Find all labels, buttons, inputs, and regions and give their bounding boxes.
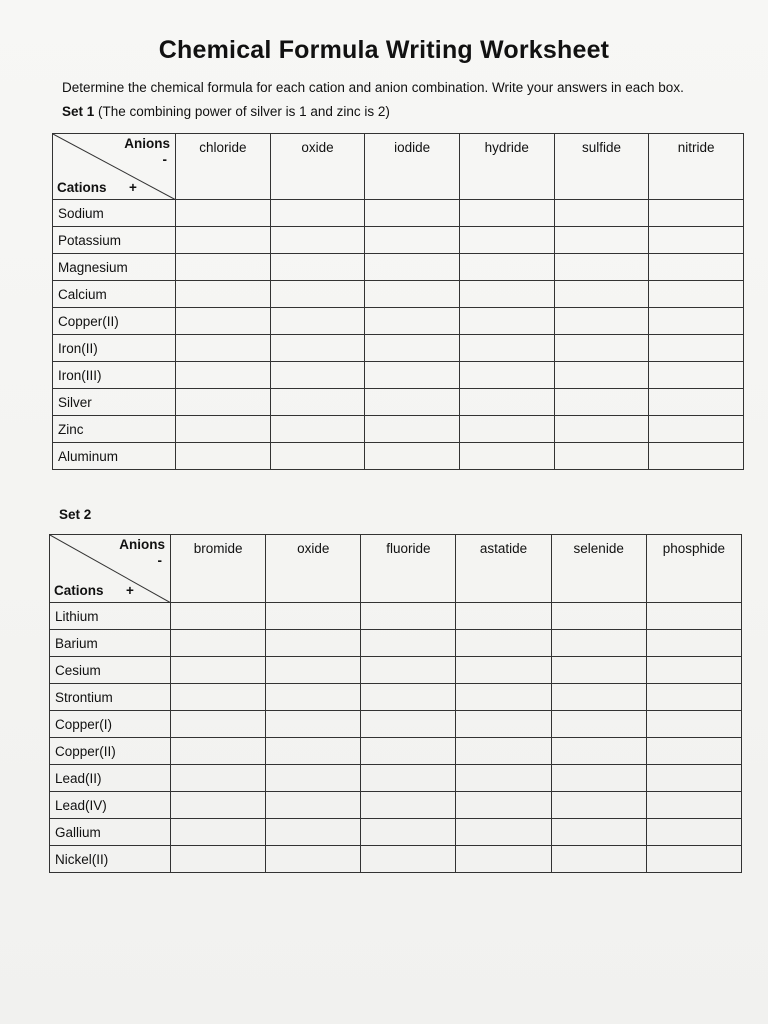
answer-box[interactable] [266,711,361,738]
set1-table [52,133,744,470]
anion-header-oxide: oxide [266,535,361,603]
answer-box[interactable] [266,630,361,657]
answer-box[interactable] [266,846,361,873]
cation-label: Cesium [50,657,171,684]
answer-box[interactable] [365,335,460,362]
answer-box[interactable] [171,819,266,846]
cation-label: Iron(II) [53,335,176,362]
cation-label: Potassium [53,227,176,254]
answer-box[interactable] [554,362,649,389]
answer-box[interactable] [171,603,266,630]
anions-label: Anions [124,136,170,151]
answer-box[interactable] [176,254,271,281]
answer-box[interactable] [646,819,741,846]
table-row [50,711,742,738]
answer-box[interactable] [649,281,744,308]
answer-box[interactable] [646,765,741,792]
answer-box[interactable] [266,603,361,630]
answer-box[interactable] [649,416,744,443]
cation-label: Strontium [50,684,171,711]
answer-box[interactable] [171,711,266,738]
anion-header-selenide: selenide [551,535,646,603]
cation-label: Lead(II) [50,765,171,792]
answer-box[interactable] [646,630,741,657]
answer-box[interactable] [459,200,554,227]
set1-header-row [53,134,744,200]
answer-box[interactable] [456,711,551,738]
answer-box[interactable] [270,308,365,335]
answer-box[interactable] [456,738,551,765]
anion-header-astatide: astatide [456,535,551,603]
anion-header-phosphide: phosphide [646,535,741,603]
answer-box[interactable] [171,738,266,765]
answer-box[interactable] [171,846,266,873]
answer-box[interactable] [270,416,365,443]
answer-box[interactable] [365,308,460,335]
table-row [53,416,744,443]
answer-box[interactable] [266,657,361,684]
answer-box[interactable] [649,443,744,470]
cation-label: Silver [53,389,176,416]
answer-box[interactable] [551,846,646,873]
table-row [50,792,742,819]
table-row [53,335,744,362]
plus-sign: + [129,180,137,195]
answer-box[interactable] [459,227,554,254]
plus-sign: + [126,583,134,598]
answer-box[interactable] [361,738,456,765]
answer-box[interactable] [646,738,741,765]
table-row [50,738,742,765]
anion-header-iodide: iodide [365,134,460,200]
answer-box[interactable] [459,416,554,443]
set1-label-note: (The combining power of silver is 1 and zinc is 2) [94,104,390,119]
answer-box[interactable] [266,819,361,846]
answer-box[interactable] [270,200,365,227]
table-row [50,846,742,873]
set1-corner-cell [53,134,176,200]
table-row [53,227,744,254]
answer-box[interactable] [459,281,554,308]
answer-box[interactable] [554,227,649,254]
answer-box[interactable] [176,227,271,254]
answer-box[interactable] [361,765,456,792]
answer-box[interactable] [456,630,551,657]
anion-header-sulfide: sulfide [554,134,649,200]
answer-box[interactable] [551,603,646,630]
table-row [53,200,744,227]
anions-label: Anions [119,537,165,552]
answer-box[interactable] [649,227,744,254]
answer-box[interactable] [551,819,646,846]
answer-box[interactable] [551,657,646,684]
cation-label: Zinc [53,416,176,443]
answer-box[interactable] [270,281,365,308]
answer-box[interactable] [270,227,365,254]
answer-box[interactable] [551,765,646,792]
answer-box[interactable] [646,684,741,711]
answer-box[interactable] [646,603,741,630]
answer-box[interactable] [365,389,460,416]
answer-box[interactable] [365,281,460,308]
answer-box[interactable] [361,792,456,819]
anion-header-chloride: chloride [176,134,271,200]
page-title: Chemical Formula Writing Worksheet [158,36,610,64]
answer-box[interactable] [361,846,456,873]
answer-box[interactable] [649,254,744,281]
cation-label: Copper(II) [53,308,176,335]
answer-box[interactable] [649,389,744,416]
answer-box[interactable] [646,711,741,738]
set2-label [59,507,91,522]
answer-box[interactable] [456,846,551,873]
answer-box[interactable] [646,846,741,873]
answer-box[interactable] [646,657,741,684]
answer-box[interactable] [176,389,271,416]
answer-box[interactable] [456,765,551,792]
set1-label [62,104,390,119]
answer-box[interactable] [459,254,554,281]
instructions: Determine the chemical formula for each cation and anion combination. Write your answers in each box. [62,80,684,95]
table-row [53,389,744,416]
answer-box[interactable] [365,416,460,443]
cation-label: Gallium [50,819,171,846]
anion-header-oxide: oxide [270,134,365,200]
answer-box[interactable] [266,765,361,792]
answer-box[interactable] [456,603,551,630]
answer-box[interactable] [551,630,646,657]
cation-label: Nickel(II) [50,846,171,873]
cation-label: Calcium [53,281,176,308]
answer-box[interactable] [649,200,744,227]
answer-box[interactable] [361,684,456,711]
cation-label: Copper(I) [50,711,171,738]
answer-box[interactable] [551,738,646,765]
anion-header-nitride: nitride [649,134,744,200]
anion-header-hydride: hydride [459,134,554,200]
answer-box[interactable] [551,711,646,738]
table-row [53,254,744,281]
table-row [50,765,742,792]
answer-box[interactable] [171,630,266,657]
answer-box[interactable] [459,389,554,416]
answer-box[interactable] [270,389,365,416]
cation-label: Copper(II) [50,738,171,765]
cation-label: Magnesium [53,254,176,281]
answer-box[interactable] [551,792,646,819]
answer-box[interactable] [270,443,365,470]
answer-box[interactable] [456,792,551,819]
table-row [50,819,742,846]
answer-box[interactable] [554,443,649,470]
set1-label-bold: Set 1 [62,104,95,119]
answer-box[interactable] [554,389,649,416]
set2-table [49,534,742,873]
table-row [53,281,744,308]
answer-box[interactable] [176,362,271,389]
answer-box[interactable] [176,335,271,362]
answer-box[interactable] [646,792,741,819]
answer-box[interactable] [459,443,554,470]
answer-box[interactable] [266,684,361,711]
answer-box[interactable] [456,684,551,711]
table-row [53,362,744,389]
answer-box[interactable] [266,738,361,765]
table-row [53,308,744,335]
cations-label: Cations [54,583,104,598]
answer-box[interactable] [270,335,365,362]
cations-label: Cations [57,180,107,195]
answer-box[interactable] [361,630,456,657]
answer-box[interactable] [171,657,266,684]
answer-box[interactable] [270,254,365,281]
table-row [50,603,742,630]
answer-box[interactable] [554,200,649,227]
cation-label: Lithium [50,603,171,630]
anion-header-fluoride: fluoride [361,535,456,603]
minus-sign: - [162,152,167,167]
cation-label: Sodium [53,200,176,227]
answer-box[interactable] [649,362,744,389]
answer-box[interactable] [551,684,646,711]
answer-box[interactable] [459,308,554,335]
answer-box[interactable] [270,362,365,389]
answer-box[interactable] [554,416,649,443]
answer-box[interactable] [176,416,271,443]
answer-box[interactable] [176,281,271,308]
answer-box[interactable] [361,819,456,846]
set2-label-bold: Set 2 [59,507,92,522]
table-row [50,684,742,711]
answer-box[interactable] [649,308,744,335]
set2-header-row [50,535,742,603]
answer-box[interactable] [361,711,456,738]
answer-box[interactable] [554,254,649,281]
answer-box[interactable] [171,765,266,792]
answer-box[interactable] [171,684,266,711]
set2-corner-cell [50,535,171,603]
answer-box[interactable] [365,362,460,389]
answer-box[interactable] [365,443,460,470]
answer-box[interactable] [365,227,460,254]
cation-label: Lead(IV) [50,792,171,819]
anion-header-bromide: bromide [171,535,266,603]
answer-box[interactable] [554,281,649,308]
answer-box[interactable] [171,792,266,819]
answer-box[interactable] [176,443,271,470]
table-row [50,657,742,684]
minus-sign: - [157,553,162,568]
answer-box[interactable] [361,657,456,684]
answer-box[interactable] [456,819,551,846]
cation-label: Barium [50,630,171,657]
answer-box[interactable] [361,603,456,630]
answer-box[interactable] [176,200,271,227]
answer-box[interactable] [365,200,460,227]
table-row [50,630,742,657]
answer-box[interactable] [365,254,460,281]
answer-box[interactable] [456,657,551,684]
answer-box[interactable] [266,792,361,819]
answer-box[interactable] [649,335,744,362]
answer-box[interactable] [554,335,649,362]
answer-box[interactable] [459,362,554,389]
table-row [53,443,744,470]
answer-box[interactable] [554,308,649,335]
answer-box[interactable] [176,308,271,335]
cation-label: Aluminum [53,443,176,470]
cation-label: Iron(III) [53,362,176,389]
answer-box[interactable] [459,335,554,362]
